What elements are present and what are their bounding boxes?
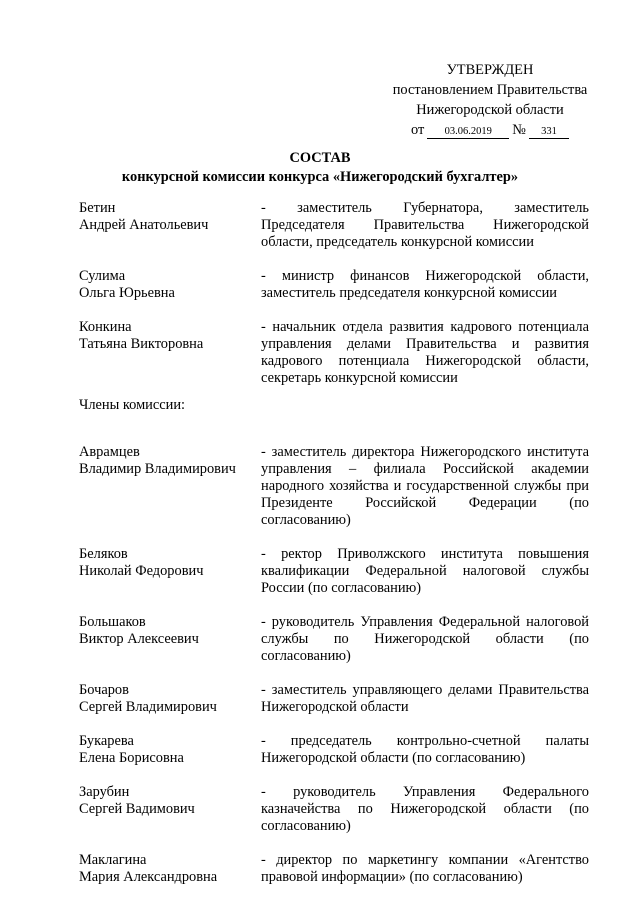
member-surname: Маклагина xyxy=(79,852,147,868)
approval-number: 331 xyxy=(529,125,569,139)
approval-date-row xyxy=(372,120,608,140)
member-given-name: Сергей Владимирович xyxy=(79,699,217,715)
member-role: - начальник отдела развития кадрового потенциала управления делами Правительства и развития кадрового потенциала Нижегородской области, секретарь конкурсной комиссии xyxy=(261,319,589,386)
list-item xyxy=(79,444,589,529)
member-name xyxy=(79,614,261,665)
member-role: - министр финансов Нижегородской области, заместитель председателя конкурсной комиссии xyxy=(261,268,589,301)
member-surname: Конкина xyxy=(79,319,132,335)
member-given-name: Ольга Юрьевна xyxy=(79,285,175,301)
member-surname: Сулима xyxy=(79,268,126,284)
member-role: - директор по маркетингу компании «Агентство правовой информации» (по согласованию) xyxy=(261,852,589,885)
list-item xyxy=(79,546,589,597)
approved-region-line: Нижегородской области xyxy=(416,102,564,118)
member-role: - ректор Приволжского института повышения квалификации Федеральной налоговой службы России (по согласованию) xyxy=(261,546,589,596)
list-item xyxy=(79,200,589,251)
list-item xyxy=(79,319,589,387)
approved-heading: УТВЕРЖДЕН xyxy=(446,62,534,78)
member-surname: Зарубин xyxy=(79,784,130,800)
member-surname: Букарева xyxy=(79,733,134,749)
member-given-name: Виктор Алексеевич xyxy=(79,631,199,647)
member-surname: Бетин xyxy=(79,200,116,216)
members-label: Члены комиссии: xyxy=(79,397,186,413)
member-name xyxy=(79,784,261,835)
approval-stamp xyxy=(372,60,608,140)
member-name xyxy=(79,444,261,529)
member-role: - заместитель Губернатора, заместитель Председателя Правительства Нижегородской области, председатель конкурсной комиссии xyxy=(261,200,589,250)
member-name xyxy=(79,733,261,767)
member-name xyxy=(79,319,261,387)
member-surname: Аврамцев xyxy=(79,444,140,460)
member-given-name: Елена Борисовна xyxy=(79,750,184,766)
member-surname: Беляков xyxy=(79,546,128,562)
approval-date: 03.06.2019 xyxy=(427,125,509,139)
member-role: - председатель контрольно-счетной палаты Нижегородской области (по согласованию) xyxy=(261,733,589,766)
member-role: - руководитель Управления Федеральной налоговой службы по Нижегородской области (по согласованию) xyxy=(261,614,589,664)
member-surname: Большаков xyxy=(79,614,146,630)
from-label: от xyxy=(410,122,425,138)
member-name xyxy=(79,682,261,716)
commission-list xyxy=(79,200,589,903)
member-given-name: Андрей Анатольевич xyxy=(79,217,209,233)
member-role: - заместитель директора Нижегородского института управления – филиала Российской академии народного хозяйства и государственной службы при Президенте Российской Федерации (по согласованию) xyxy=(261,444,589,528)
member-name xyxy=(79,852,261,886)
member-role: - руководитель Управления Федерального казначейства по Нижегородской области (по согласованию) xyxy=(261,784,589,834)
list-item xyxy=(79,784,589,835)
list-item xyxy=(79,682,589,716)
list-item xyxy=(79,614,589,665)
list-item xyxy=(79,852,589,886)
document-title xyxy=(0,150,640,186)
list-item xyxy=(79,733,589,767)
member-name xyxy=(79,200,261,251)
approved-by-line: постановлением Правительства xyxy=(392,82,588,98)
member-surname: Бочаров xyxy=(79,682,129,698)
member-given-name: Мария Александровна xyxy=(79,869,218,885)
member-given-name: Сергей Вадимович xyxy=(79,801,195,817)
title-heading: СОСТАВ xyxy=(289,150,351,166)
member-name xyxy=(79,268,261,302)
member-role: - заместитель управляющего делами Правительства Нижегородской области xyxy=(261,682,589,715)
number-label: № xyxy=(512,122,527,138)
member-name xyxy=(79,546,261,597)
list-item xyxy=(79,268,589,302)
member-given-name: Татьяна Викторовна xyxy=(79,336,204,352)
member-given-name: Николай Федорович xyxy=(79,563,204,579)
title-subheading: конкурсной комиссии конкурса «Нижегородский бухгалтер» xyxy=(121,169,519,185)
member-given-name: Владимир Владимирович xyxy=(79,461,236,477)
